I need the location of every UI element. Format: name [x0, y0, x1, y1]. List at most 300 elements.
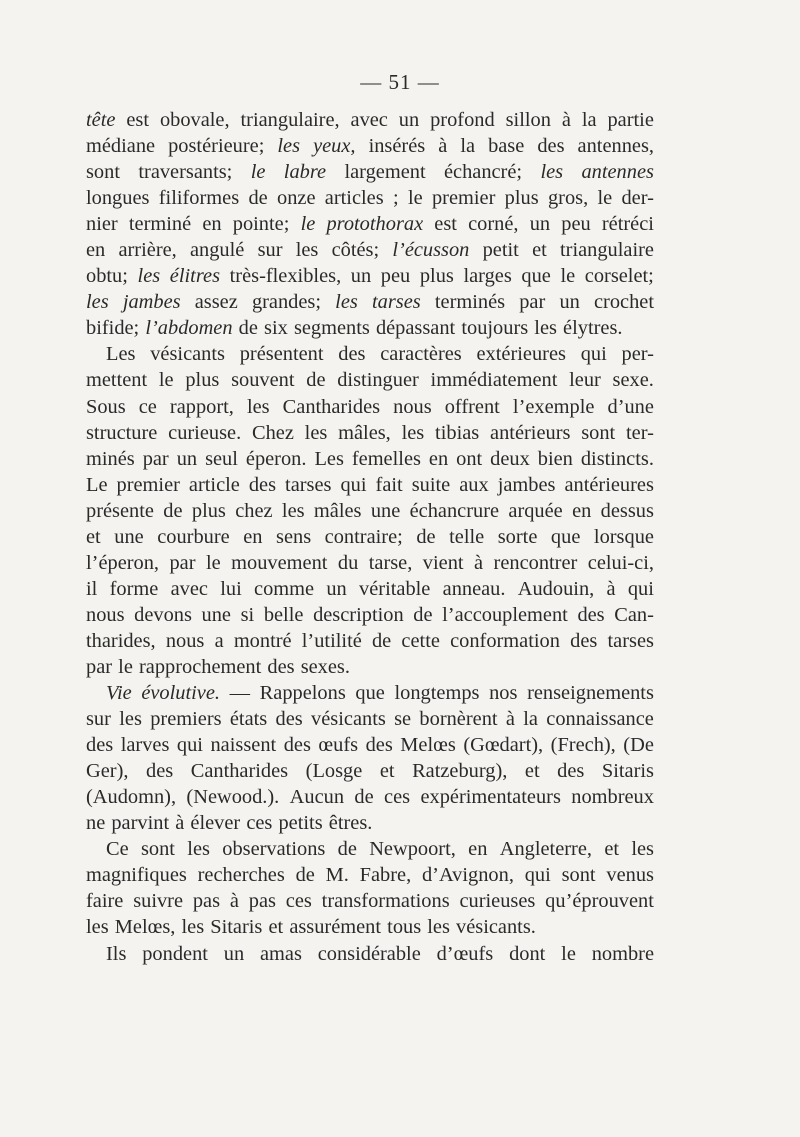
word: Ce: [106, 838, 129, 861]
word: en: [243, 525, 263, 548]
word: corné,: [468, 213, 519, 236]
word: nous: [165, 629, 205, 652]
word: Angleterre,: [499, 838, 592, 861]
word: premier: [116, 473, 180, 496]
word: un: [559, 291, 580, 314]
italic-word: les: [86, 291, 109, 314]
word: ces: [246, 812, 273, 835]
italic-word: l’écusson: [392, 239, 470, 262]
word: renseignements: [527, 682, 654, 705]
word: assurément: [289, 916, 382, 939]
word: et: [268, 916, 284, 939]
word: petits: [278, 812, 323, 835]
word: sens: [276, 525, 312, 548]
word: Sous: [86, 395, 126, 418]
word: le: [561, 942, 576, 965]
word: Newpoort,: [369, 838, 456, 861]
word: vésicants.: [456, 916, 536, 939]
word: arquée: [508, 499, 563, 522]
word: base: [488, 135, 525, 158]
word: minés: [86, 447, 135, 470]
word: sexe.: [612, 369, 654, 392]
word: mettent: [86, 369, 148, 392]
word: ne: [86, 812, 106, 835]
text-line: [86, 211, 654, 237]
word: pointe;: [232, 213, 290, 236]
text-line: [86, 941, 654, 967]
word: du: [337, 551, 359, 574]
word: nous: [393, 395, 432, 418]
word: les: [181, 916, 205, 939]
word: observations: [222, 838, 326, 861]
word: éperon.: [245, 447, 307, 470]
word: une: [114, 525, 144, 548]
word: vésicants: [311, 708, 386, 731]
word: sur: [86, 708, 111, 731]
word: par: [86, 655, 113, 678]
word: seul: [205, 447, 238, 470]
word: de: [354, 786, 374, 809]
word: l’éperon,: [86, 551, 160, 574]
word: d’une: [607, 395, 654, 418]
word: des: [248, 473, 277, 496]
word: cette: [401, 629, 440, 652]
word: devons: [134, 603, 192, 626]
text-line: [86, 159, 654, 185]
word: curieuse.: [168, 421, 242, 444]
word: largement: [344, 161, 426, 184]
word: arrière,: [118, 239, 177, 262]
word: souvent: [231, 369, 295, 392]
word: (De: [623, 734, 654, 757]
word: qui: [524, 864, 551, 887]
word: nous: [86, 603, 125, 626]
word: plus: [185, 369, 220, 392]
word: des: [537, 135, 565, 158]
word: la: [460, 135, 476, 158]
word: obtu;: [86, 265, 128, 288]
text-line: [86, 498, 654, 524]
text-line: [86, 654, 654, 680]
word: mouvement: [231, 551, 328, 574]
word: grandes;: [251, 291, 322, 314]
word: premiers: [150, 708, 222, 731]
word: Audouin,: [517, 577, 595, 600]
word: des: [577, 603, 605, 626]
italic-word: le: [300, 213, 316, 236]
word: un: [326, 577, 347, 600]
word: à: [229, 890, 239, 913]
word: l’accouplement: [442, 603, 568, 626]
text-line: [86, 185, 654, 211]
word: états: [229, 708, 268, 731]
word: un: [529, 213, 551, 236]
word: distincts.: [580, 447, 654, 470]
word: les: [187, 838, 210, 861]
word: fait: [375, 473, 403, 496]
word: magnifiques: [86, 864, 187, 887]
word: des: [557, 760, 585, 783]
word: amas: [259, 942, 302, 965]
word: caractères: [380, 343, 462, 366]
word: per-: [621, 343, 654, 366]
word: mâles: [313, 499, 362, 522]
word: il: [86, 577, 98, 600]
word: structure: [86, 421, 158, 444]
word: pas: [192, 890, 221, 913]
word: considérable: [317, 942, 421, 965]
word: en: [468, 838, 488, 861]
word: antennes,: [577, 135, 654, 158]
word: Can-: [614, 603, 654, 626]
word: les: [86, 916, 109, 939]
word: tous: [387, 916, 422, 939]
word: l’utilité: [301, 629, 362, 652]
word: anneau.: [442, 577, 506, 600]
word: à: [561, 109, 571, 131]
word: vient: [422, 551, 464, 574]
word: larges: [463, 265, 512, 288]
italic-word: évolutive.: [141, 682, 220, 705]
word: antérieures: [564, 473, 654, 496]
word: de: [306, 369, 326, 392]
word: a: [214, 629, 224, 652]
word: Chez: [251, 421, 294, 444]
word: (Gœdart),: [463, 734, 544, 757]
word: bien: [537, 447, 573, 470]
word: bifide;: [86, 317, 140, 340]
word: nombreux: [571, 786, 654, 809]
word: les: [304, 421, 328, 444]
word: telle: [449, 525, 485, 548]
word: et: [604, 838, 620, 861]
word: avec: [350, 109, 388, 131]
word: de: [295, 864, 315, 887]
word: un: [350, 265, 372, 288]
word: forme: [109, 577, 159, 600]
word: segments: [293, 317, 370, 340]
word: terminé: [128, 213, 192, 236]
word: profond: [430, 109, 495, 131]
word: rapport,: [169, 395, 234, 418]
word: crochet: [593, 291, 654, 314]
word: d’Avignon,: [421, 864, 514, 887]
word: de: [238, 317, 258, 340]
word: tibias: [435, 421, 480, 444]
word: la: [581, 109, 597, 131]
word: filiformes: [158, 187, 240, 210]
word: (Audomn),: [86, 786, 177, 809]
word: ces: [285, 890, 312, 913]
word: si: [240, 603, 255, 626]
word: six: [264, 317, 288, 340]
text-line: [86, 836, 654, 862]
word: suite: [411, 473, 451, 496]
word: sexes.: [300, 655, 350, 678]
italic-word: Vie: [106, 682, 132, 705]
word: connaissance: [546, 708, 654, 731]
body-text: [86, 107, 654, 967]
word: vésicants: [150, 343, 225, 366]
word: Cantharides: [190, 760, 289, 783]
word: curieuses: [459, 890, 536, 913]
word: expérimentateurs: [420, 786, 561, 809]
word: conformation: [450, 629, 560, 652]
word: plus: [419, 265, 454, 288]
word: en: [428, 447, 449, 470]
word: que: [550, 525, 581, 548]
word: comme: [254, 577, 315, 600]
word: nombre: [591, 942, 654, 965]
word: véritable: [359, 577, 431, 600]
italic-word: tarses: [371, 291, 421, 314]
word: ;: [392, 187, 399, 210]
italic-word: yeux,: [313, 135, 356, 158]
text-line: [86, 784, 654, 810]
word: le: [118, 655, 133, 678]
word: mâles,: [338, 421, 391, 444]
word: Ils: [106, 942, 127, 965]
word: par: [142, 447, 169, 470]
word: angulé: [189, 239, 245, 262]
word: les: [534, 317, 557, 340]
word: premier: [431, 187, 496, 210]
word: les: [295, 239, 319, 262]
word: transformations: [321, 890, 450, 913]
word: Melœs,: [114, 916, 176, 939]
text-line: [86, 107, 654, 133]
italic-word: les: [277, 135, 301, 158]
text-line: [86, 420, 654, 446]
word: des: [86, 734, 114, 757]
word: à: [438, 135, 448, 158]
word: tarse,: [368, 551, 413, 574]
text-line: [86, 602, 654, 628]
word: Fabre,: [359, 864, 412, 887]
word: immédiatement: [430, 369, 558, 392]
word: œufs: [318, 734, 359, 757]
word: à: [606, 577, 616, 600]
word: nier: [86, 213, 118, 236]
word: triangulaire: [560, 239, 654, 262]
word: montré: [233, 629, 292, 652]
word: der-: [621, 187, 654, 210]
word: de: [248, 187, 268, 210]
word: élever: [190, 812, 241, 835]
word: dépassant: [375, 317, 456, 340]
word: le: [158, 369, 174, 392]
word: les: [119, 708, 142, 731]
word: celui-ci,: [587, 551, 654, 574]
word: rencontrer: [493, 551, 578, 574]
word: assez: [194, 291, 238, 314]
word: ces: [384, 786, 411, 809]
word: avec: [170, 577, 208, 600]
word: le: [560, 265, 576, 288]
word: et: [524, 760, 540, 783]
word: à: [175, 812, 185, 835]
word: qu’éprouvent: [545, 890, 654, 913]
word: chez: [235, 499, 273, 522]
word: peu: [380, 265, 411, 288]
text-line: [86, 133, 654, 159]
word: deux: [490, 447, 530, 470]
text-line: [86, 394, 654, 420]
text-line: [86, 888, 654, 914]
word: onze: [277, 187, 316, 210]
text-line: [86, 341, 654, 367]
word: échancrure: [409, 499, 500, 522]
word: côtés;: [331, 239, 380, 262]
word: des: [338, 343, 366, 366]
italic-word: jambes: [122, 291, 181, 314]
text-line: [86, 680, 654, 706]
italic-word: l’abdomen: [145, 317, 233, 340]
word: triangulaire,: [240, 109, 340, 131]
word: le: [205, 551, 221, 574]
word: Aucun: [289, 786, 345, 809]
word: offrent: [444, 395, 500, 418]
word: se: [394, 708, 412, 731]
word: sont: [581, 421, 616, 444]
word: sont: [140, 838, 175, 861]
word: qui: [340, 473, 367, 496]
word: Le: [86, 473, 108, 496]
word: longtemps: [394, 682, 480, 705]
word: des: [146, 760, 174, 783]
text-line: [86, 914, 654, 940]
word: Rappelons: [259, 682, 346, 705]
word: des: [267, 655, 295, 678]
word: Ger),: [86, 760, 129, 783]
word: rapprochement: [138, 655, 262, 678]
word: contraire;: [324, 525, 403, 548]
word: des: [283, 734, 311, 757]
text-line: [86, 576, 654, 602]
word: et: [86, 525, 101, 548]
word: sont: [86, 161, 120, 184]
word: petit: [482, 239, 519, 262]
word: à: [505, 708, 515, 731]
word: rétréci: [601, 213, 654, 236]
word: traversants;: [138, 161, 233, 184]
word: nos: [489, 682, 518, 705]
italic-word: les: [137, 265, 161, 288]
word: qui: [176, 734, 203, 757]
word: venus: [606, 864, 654, 887]
text-line: [86, 367, 654, 393]
word: pas: [248, 890, 276, 913]
text-line: [86, 862, 654, 888]
word: —: [229, 682, 251, 705]
word: partie: [607, 109, 654, 131]
italic-word: élitres: [169, 265, 221, 288]
text-line: [86, 732, 654, 758]
text-line: [86, 263, 654, 289]
word: que: [521, 265, 551, 288]
word: bornèrent: [419, 708, 498, 731]
word: antérieurs: [490, 421, 571, 444]
word: les: [246, 395, 270, 418]
word: postérieure;: [168, 135, 265, 158]
word: de: [337, 838, 357, 861]
word: de: [416, 525, 436, 548]
italic-word: les: [540, 161, 564, 184]
word: (Losge: [305, 760, 363, 783]
word: faire: [86, 890, 124, 913]
word: les: [427, 916, 450, 939]
word: parvint: [111, 812, 170, 835]
italic-word: antennes: [581, 161, 654, 184]
word: plus: [504, 187, 539, 210]
word: les: [401, 421, 425, 444]
text-line: [86, 706, 654, 732]
word: élytres.: [563, 317, 623, 340]
word: M.: [325, 864, 349, 887]
word: présentent: [239, 343, 324, 366]
word: très-flexibles,: [229, 265, 342, 288]
text-line: [86, 446, 654, 472]
word: ce: [138, 395, 157, 418]
word: obovale,: [159, 109, 230, 131]
word: lorsque: [593, 525, 654, 548]
word: courbure: [157, 525, 230, 548]
word: naissent: [210, 734, 277, 757]
word: Ratzeburg),: [412, 760, 508, 783]
word: le: [597, 187, 613, 210]
word: qui: [627, 577, 654, 600]
word: les: [281, 499, 305, 522]
word: Sitaris: [601, 760, 654, 783]
word: pondent: [142, 942, 208, 965]
word: une: [370, 499, 401, 522]
word: Melœs: [400, 734, 456, 757]
word: est: [126, 109, 150, 131]
word: article: [188, 473, 240, 496]
word: un: [223, 942, 245, 965]
text-line: [86, 315, 654, 341]
word: par: [519, 291, 546, 314]
word: des: [275, 708, 303, 731]
word: d’œufs: [436, 942, 494, 965]
word: jambes: [497, 473, 556, 496]
word: ter-: [626, 421, 654, 444]
word: insérés: [368, 135, 426, 158]
text-line: [86, 758, 654, 784]
page-number: — 51 —: [360, 70, 440, 94]
word: belle: [263, 603, 304, 626]
word: en: [202, 213, 222, 236]
word: que: [355, 682, 385, 705]
word: médiane: [86, 135, 156, 158]
word: corselet;: [584, 265, 654, 288]
word: tarses: [607, 629, 654, 652]
word: les: [631, 838, 654, 861]
word: de: [163, 499, 183, 522]
word: (Frech),: [550, 734, 616, 757]
text-line: [86, 472, 654, 498]
word: des: [570, 629, 598, 652]
word: de: [371, 629, 392, 652]
word: un: [176, 447, 198, 470]
word: sorte: [497, 525, 538, 548]
word: dont: [509, 942, 546, 965]
word: et: [532, 239, 547, 262]
text-line: [86, 237, 654, 263]
word: en: [86, 239, 106, 262]
word: femelles: [351, 447, 421, 470]
text-line: [86, 810, 654, 836]
